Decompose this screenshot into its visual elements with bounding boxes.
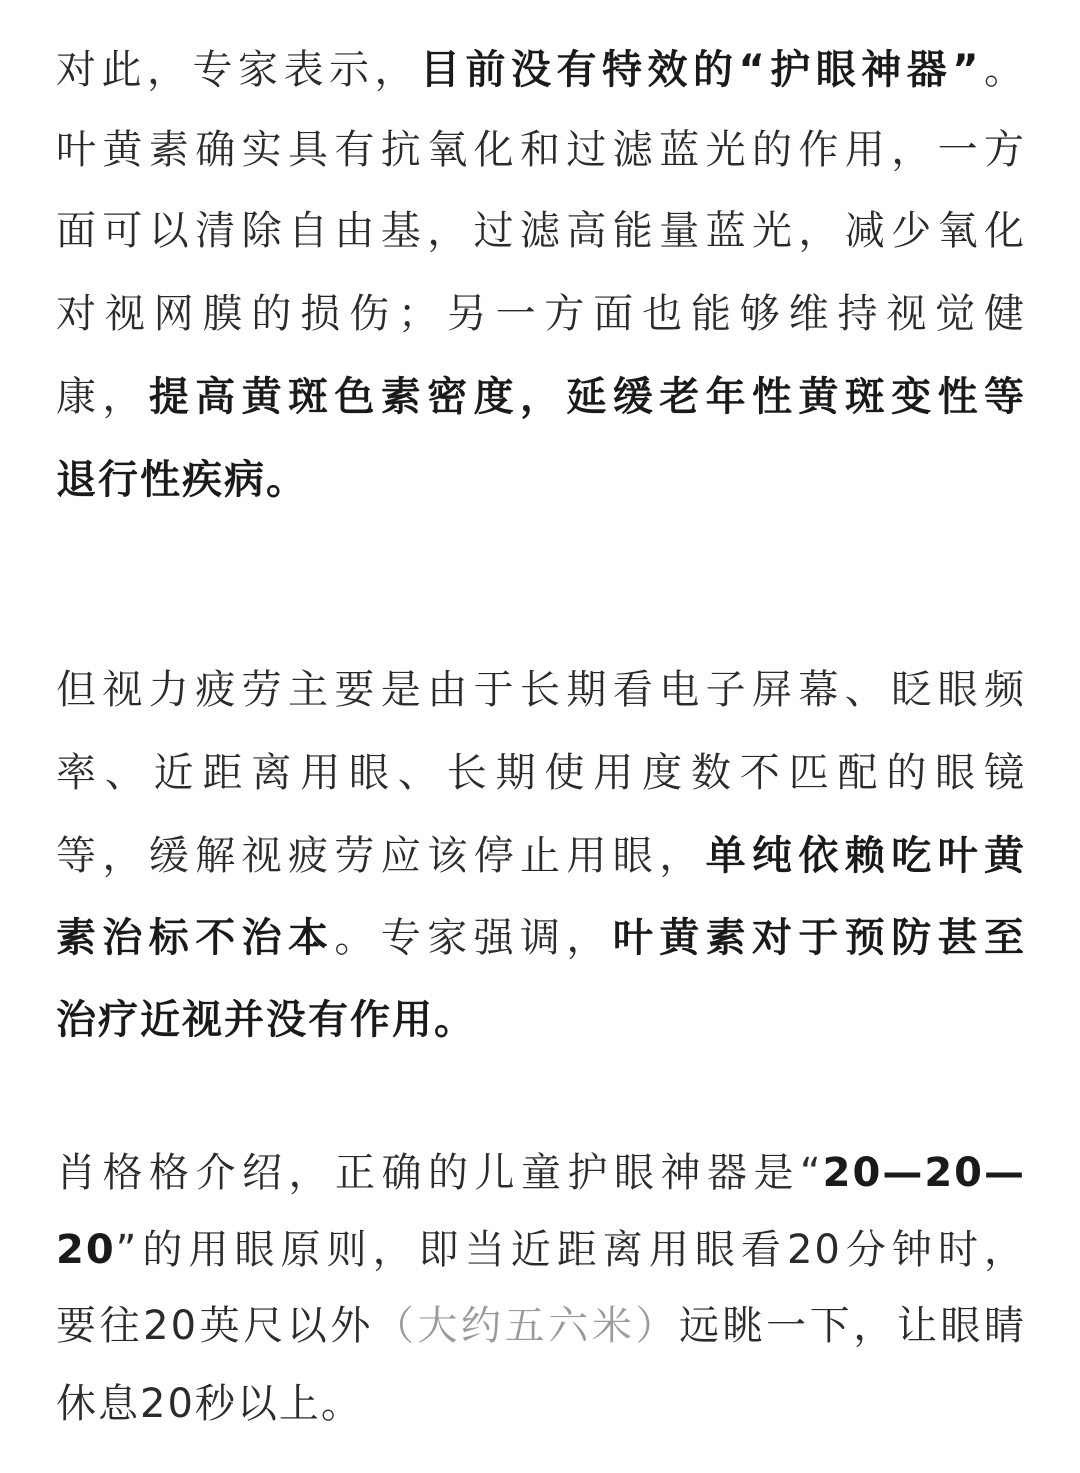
text-line — [56, 1143, 1026, 1203]
text-line: 休息20秒以上。 — [56, 1381, 363, 1427]
bold-text-span: 20 — [56, 1227, 116, 1273]
bold-text-span: 20—20— — [822, 1150, 1026, 1196]
text-line — [56, 826, 1026, 886]
bold-text-span: 提高黄斑色素密度，延缓老年性黄斑变性等 — [148, 374, 1026, 420]
text-span: 。 — [980, 47, 1026, 93]
text-line — [56, 1296, 1026, 1356]
text-line: 对视网膜的损伤；另一方面也能够维持视觉健 — [56, 291, 1026, 337]
text-span: 对此，专家表示， — [56, 47, 420, 93]
bold-text-span: 单纯依赖吃叶黄 — [705, 833, 1026, 879]
text-line: 但视力疲劳主要是由于长期看电子屏幕、眨眼频 — [56, 667, 1026, 713]
text-span: 等，缓解视疲劳应该停止用眼， — [56, 833, 706, 879]
text-line: 治疗近视并没有作用。 — [56, 997, 476, 1043]
text-line: 叶黄素确实具有抗氧化和过滤蓝光的作用，一方 — [56, 127, 1026, 173]
text-line — [56, 908, 1026, 968]
text-line: 面可以清除自由基，过滤高能量蓝光，减少氧化 — [56, 208, 1026, 254]
text-span: 。专家强调， — [334, 915, 613, 961]
text-span: 远眺一下，让眼睛 — [678, 1303, 1026, 1349]
text-span: ”的用眼原则，即当近距离用眼看20分钟时， — [115, 1227, 1026, 1273]
bold-text-span: 素治标不治本 — [56, 915, 335, 961]
bold-text-span: 叶黄素对于预防甚至 — [612, 915, 1026, 961]
text-line: 退行性疾病。 — [56, 457, 308, 503]
text-line — [56, 367, 1026, 427]
text-line — [56, 1220, 1026, 1280]
text-span: 要往20英尺以外 — [56, 1303, 374, 1349]
text-line: 率、近距离用眼、长期使用度数不匹配的眼镜 — [56, 750, 1026, 796]
muted-text-span: （大约五六米） — [373, 1303, 679, 1349]
text-span: 肖格格介绍，正确的儿童护眼神器是“ — [56, 1150, 823, 1196]
text-span: 康， — [56, 374, 149, 420]
bold-text-span: 目前没有特效的“护眼神器” — [419, 47, 981, 93]
text-line — [56, 40, 1026, 100]
